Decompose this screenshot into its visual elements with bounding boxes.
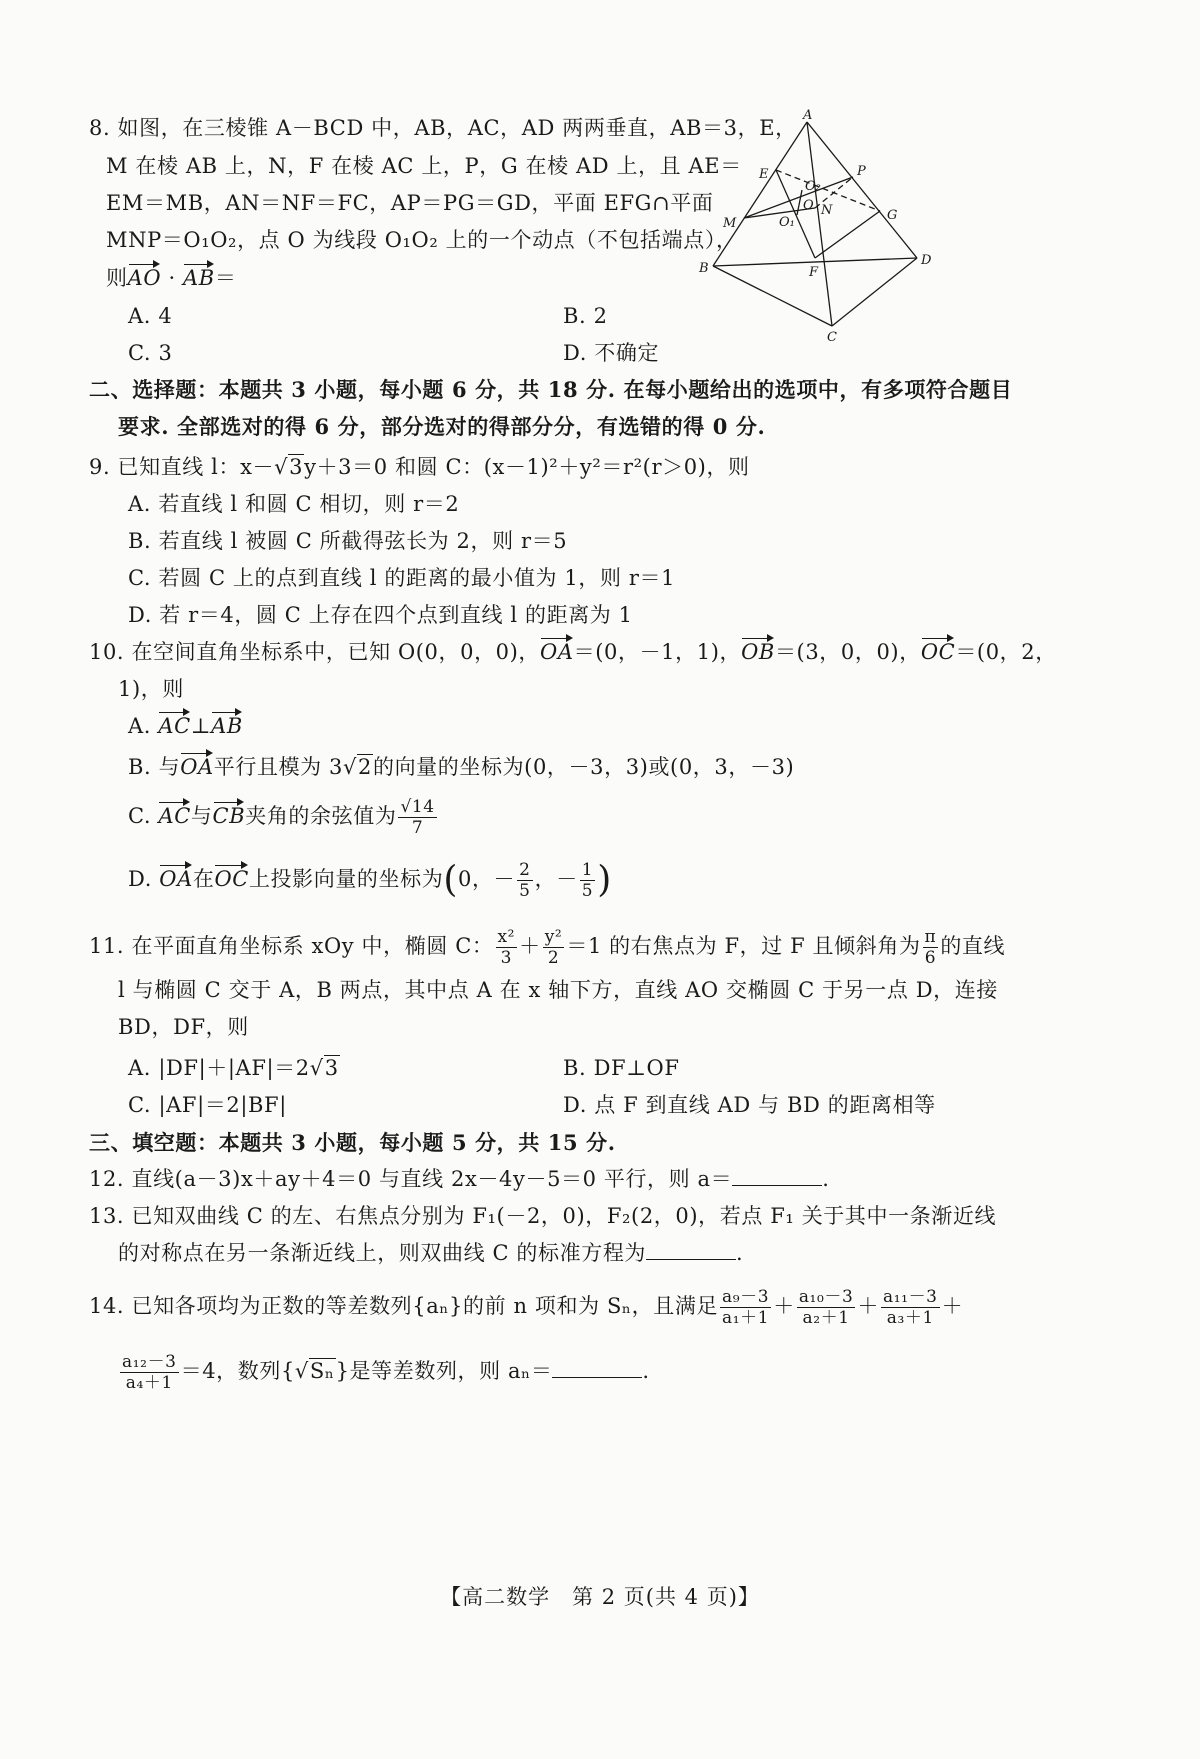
q8-line-3: EM＝MB，AN＝NF＝FC，AP＝PG＝GD，平面 EFG∩平面 — [106, 191, 714, 215]
vector-ab: AB — [183, 263, 215, 293]
section-2-heading-line-2: 要求. 全部选对的得 6 分，部分选对的得部分分，有选错的得 0 分. — [118, 414, 766, 439]
label-e: E — [759, 167, 769, 182]
q11-stem-line-1: 11. 在平面直角坐标系 xOy 中，椭圆 C： $\frac{\text{x²}}{3}$ ＋ $\frac{\text{y²}}{2}$ ＝1 的右焦点为 F，过 F 且倾斜角为 $\frac{\pi}{6}$ 的直线 — [89, 927, 1006, 968]
q14-answer-blank — [552, 1357, 642, 1378]
edge-ac — [807, 122, 832, 326]
q11-stem-line-2: l 与椭圆 C 交于 A，B 两点，其中点 A 在 x 轴下方，直线 AO 交椭圆 C 于另一点 D，连接 — [118, 978, 998, 1002]
q8-line-2: M 在棱 AB 上，N，F 在棱 AC 上，P，G 在棱 AD 上，且 AE＝ — [106, 154, 742, 178]
vector-ao: AO — [128, 263, 162, 293]
label-m: M — [723, 216, 737, 231]
page-footer: 【高二数学 第 2 页(共 4 页)】 — [440, 1585, 760, 1609]
section-3-heading: 三、填空题：本题共 3 小题，每小题 5 分，共 15 分. — [89, 1130, 616, 1155]
q8-line-1: 8. 如图，在三棱锥 A－BCD 中，AB，AC，AD 两两垂直，AB＝3，E， — [89, 116, 797, 140]
label-b: B — [699, 261, 709, 276]
edge-ad — [807, 122, 917, 258]
q8-option-c: C. 3 — [128, 341, 173, 365]
q10-option-c: C. AC与CB夹角的余弦值为 $\frac{√14}{7}$ — [128, 797, 435, 838]
q9-option-b: B. 若直线 l 被圆 C 所截得弦长为 2，则 r＝5 — [128, 529, 568, 553]
q11-option-c: C. |AF|＝2|BF| — [128, 1093, 287, 1117]
label-o2: O₂ — [805, 179, 821, 194]
q12: 12. 直线(a－3)x＋ay＋4＝0 与直线 2x－4y－5＝0 平行，则 a＝ . — [89, 1167, 830, 1191]
q10-stem-line-2: 1)，则 — [118, 677, 184, 701]
q11-option-d: D. 点 F 到直线 AD 与 BD 的距离相等 — [563, 1093, 936, 1117]
q10-stem-line-1: 10. 在空间直角坐标系中，已知 O(0，0，0)，OA＝(0，－1，1)，OB＝(3，0，0)，OC＝(0，2， — [89, 637, 1057, 667]
edge-ab — [713, 122, 807, 266]
q9-stem: 9. 已知直线 l：x－√3y＋3＝0 和圆 C：(x－1)²＋y²＝r²(r＞0)，则 — [89, 455, 750, 479]
section-2-heading-line-1: 二、选择题：本题共 3 小题，每小题 6 分，共 18 分. 在每小题给出的选项中，有多项符合题目 — [89, 377, 1013, 402]
label-c: C — [827, 330, 837, 345]
label-a: A — [803, 108, 813, 123]
tetrahedron-figure — [695, 108, 945, 348]
q9-option-c: C. 若圆 C 上的点到直线 l 的距离的最小值为 1，则 r＝1 — [128, 566, 676, 590]
q10-option-a: A. AC⊥AB — [128, 711, 243, 741]
q8-option-d: D. 不确定 — [563, 341, 660, 365]
line-fg — [815, 211, 880, 258]
line-mp — [744, 177, 853, 218]
label-g: G — [887, 208, 898, 223]
label-n: N — [821, 203, 833, 218]
q8-line-4: MNP＝O₁O₂，点 O 为线段 O₁O₂ 上的一个动点（不包括端点）， — [106, 228, 738, 252]
q8-option-b: B. 2 — [563, 304, 608, 328]
q8-line-5: 则AO · AB＝ — [106, 263, 236, 293]
q13-line-2: 的对称点在另一条渐近线上，则双曲线 C 的标准方程为 . — [118, 1241, 744, 1265]
label-p: P — [857, 164, 866, 179]
label-o1: O₁ — [779, 215, 795, 230]
q13-answer-blank — [646, 1239, 736, 1260]
q14-line-2: $\frac{\text{a₁₂－3}}{\text{a₄＋1}}$ ＝4，数列{√Sₙ}是等差数列，则 aₙ＝ . — [122, 1352, 650, 1393]
q10-option-d: D. OA在OC上投影向量的坐标为(0，－ $\frac{2}{5}$ ，－ $\frac{1}{5}$ ) — [128, 859, 612, 901]
label-f: F — [809, 265, 819, 280]
q9-option-a: A. 若直线 l 和圆 C 相切，则 r＝2 — [128, 492, 460, 516]
q9-option-d: D. 若 r＝4，圆 C 上存在四个点到直线 l 的距离为 1 — [128, 603, 633, 627]
segment-o1o2 — [797, 190, 802, 215]
label-o: O — [803, 198, 814, 213]
label-d: D — [921, 253, 932, 268]
q12-answer-blank — [732, 1165, 822, 1186]
q11-option-b: B. DF⊥OF — [563, 1056, 680, 1080]
q13-line-1: 13. 已知双曲线 C 的左、右焦点分别为 F₁(－2，0)，F₂(2，0)，若点 F₁ 关于其中一条渐近线 — [89, 1204, 997, 1228]
q11-stem-line-3: BD，DF，则 — [118, 1015, 249, 1039]
q14-line-1: 14. 已知各项均为正数的等差数列{aₙ}的前 n 项和为 Sₙ，且满足 $\frac{\text{a₉－3}}{\text{a₁＋1}}$ ＋ $\frac{\text{a₁₀－3}}{\text{a₂＋1}}$ ＋ $\frac{\text{a₁₁－3}}{\text{a₃＋1}}$ ＋ — [89, 1287, 964, 1328]
q10-option-b: B. 与OA平行且模为 3√2的向量的坐标为(0，－3，3)或(0，3，－3) — [128, 752, 794, 782]
q11-option-a: A. |DF|＋|AF|＝2√3 — [128, 1056, 339, 1080]
edge-cd — [832, 258, 917, 326]
q8-option-a: A. 4 — [128, 304, 173, 328]
